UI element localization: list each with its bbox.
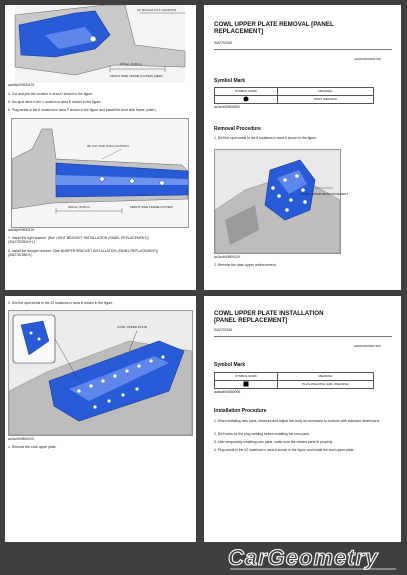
ref-code: ad00000000897200 — [354, 344, 381, 348]
symbol-mark-heading: Symbol Mark — [214, 362, 246, 368]
procedure-heading: Removal Procedure — [214, 126, 261, 132]
fig-code: ac3zzb00800019 — [214, 255, 240, 259]
step-7-code: (SM2752351N+L) — [8, 240, 35, 244]
fig2-frame-label: FRONT SIDE FRAME (OUTER) — [130, 205, 173, 209]
spot-weld-symbol-icon — [215, 95, 278, 103]
doc-id: SM2752346 — [214, 328, 233, 332]
page-title-line-2: [PANEL REPLACEMENT] — [214, 317, 288, 324]
divider — [214, 336, 392, 337]
plug-weld-symbol-icon — [215, 380, 278, 388]
table-header-symbol: SYMBOL MARK — [215, 373, 278, 381]
table-header-symbol: SYMBOL MARK — [215, 88, 278, 96]
page-title: COWL UPPER PLATE REMOVAL [PANEL REPLACEMENT] — [214, 21, 334, 36]
step-6-text: 6. Plug welds in the 6 locations in area F shown in the figure and install the front side frame (outer). — [8, 108, 157, 112]
fig1-frame-label: FRONT SIDE FRAME (OUTER) (NEW) — [110, 74, 163, 78]
manual-page-1 — [5, 5, 196, 290]
cowl-reinforcement-illustration — [215, 150, 340, 253]
manual-page-2 — [204, 5, 401, 290]
fig2-code: arw3rjb00800476 — [8, 228, 35, 232]
svg-text:CarGeometry: CarGeometry — [228, 545, 379, 570]
table-code: ac3zzb00800592 — [214, 105, 240, 109]
doc-id: SM2752345 — [214, 41, 233, 45]
cargeometry-logo — [224, 543, 404, 573]
frame-cut-illustration — [12, 119, 188, 227]
table-header-meaning: MEANING — [278, 88, 374, 96]
step-3-text: 3. After temporarily installing new parts, make sure the related parts fit properly. — [214, 440, 333, 444]
step-8-code: (SM2752366+L) — [8, 253, 33, 257]
fig1-code: arw3rjb00800475 — [8, 83, 35, 87]
fig-part-label: COWL UPPER REINFORCEMENT — [301, 192, 349, 196]
table-header-meaning: MEANING — [278, 373, 374, 381]
frame-figure-top — [15, 5, 185, 83]
cowl-plate-figure — [8, 310, 193, 436]
fig2-dimension-label: 200mm (6.69 in) — [68, 205, 90, 209]
frame-figure-bottom — [11, 118, 189, 228]
symbol-table — [214, 372, 374, 389]
symbol-table — [214, 87, 374, 104]
step-1-text: 1. When installing new parts, measure and adjust the body as necessary to conform with standard dimensions. — [214, 419, 381, 423]
step-4-text: 4. Plug welds in the 22 locations in area A shown in the figure and install the cowl upper plate. — [214, 448, 355, 452]
step-2-text: 2. Remove the dash upper reinforcement. — [214, 263, 277, 267]
fig-code: ac3zzb00800020 — [8, 437, 34, 441]
step-1-text: 1. Drill the spot welds in the 8 locations in area A shown in the figure. — [214, 136, 318, 140]
divider — [214, 49, 392, 50]
fig-part-label: COWL UPPER PLATE — [117, 325, 148, 329]
table-code: ac8udb00800096 — [214, 390, 241, 394]
frame-outer-illustration — [15, 5, 185, 83]
step-8-text: 8. Install the bumper bracket. (See BUMPER BRACKET INSTALLATION (PANEL REPLACEMENT)) — [8, 249, 159, 253]
step-4-text: 4. Cut and join the location in area D shown in the figure. — [8, 92, 94, 96]
fig2-cut-location-label: (B) CUT AND JOIN LOCATION — [87, 144, 129, 148]
manual-page-4 — [204, 296, 401, 542]
cowl-reinforcement-figure — [214, 149, 349, 254]
cowl-plate-illustration — [9, 311, 192, 435]
ref-code: ad00000000891738 — [354, 57, 381, 61]
fig1-cut-location-label: (C) ROUGH CUT LOCATION — [137, 8, 177, 12]
procedure-heading: Installation Procedure — [214, 408, 267, 414]
manual-page-3 — [5, 296, 196, 542]
step-7-text: 7. Install the right bracket. (See LIGHT BRACKET INSTALLATION (PANEL REPLACEMENT)) — [8, 236, 149, 240]
step-4-text: 4. Remove the cowl upper plate. — [8, 445, 57, 449]
step-3-text: 3. Drill the spot welds in the 22 locations in area B shown in the figure. — [8, 301, 114, 305]
table-meaning: PLUG WELDING (ARC WELDING) — [278, 380, 374, 388]
page-title-line-1: COWL UPPER PLATE INSTALLATION — [214, 310, 324, 317]
symbol-mark-heading: Symbol Mark — [214, 78, 246, 84]
step-2-text: 2. Drill holes for the plug welding before installing the new parts. — [214, 432, 310, 436]
step-5-text: 5. Arc spot weld in the 1 location in area E shown in the figure. — [8, 100, 102, 104]
table-meaning: SPOT WELDING — [278, 95, 374, 103]
fig1-dimension-label: 165mm (6.50 in) — [120, 62, 142, 66]
